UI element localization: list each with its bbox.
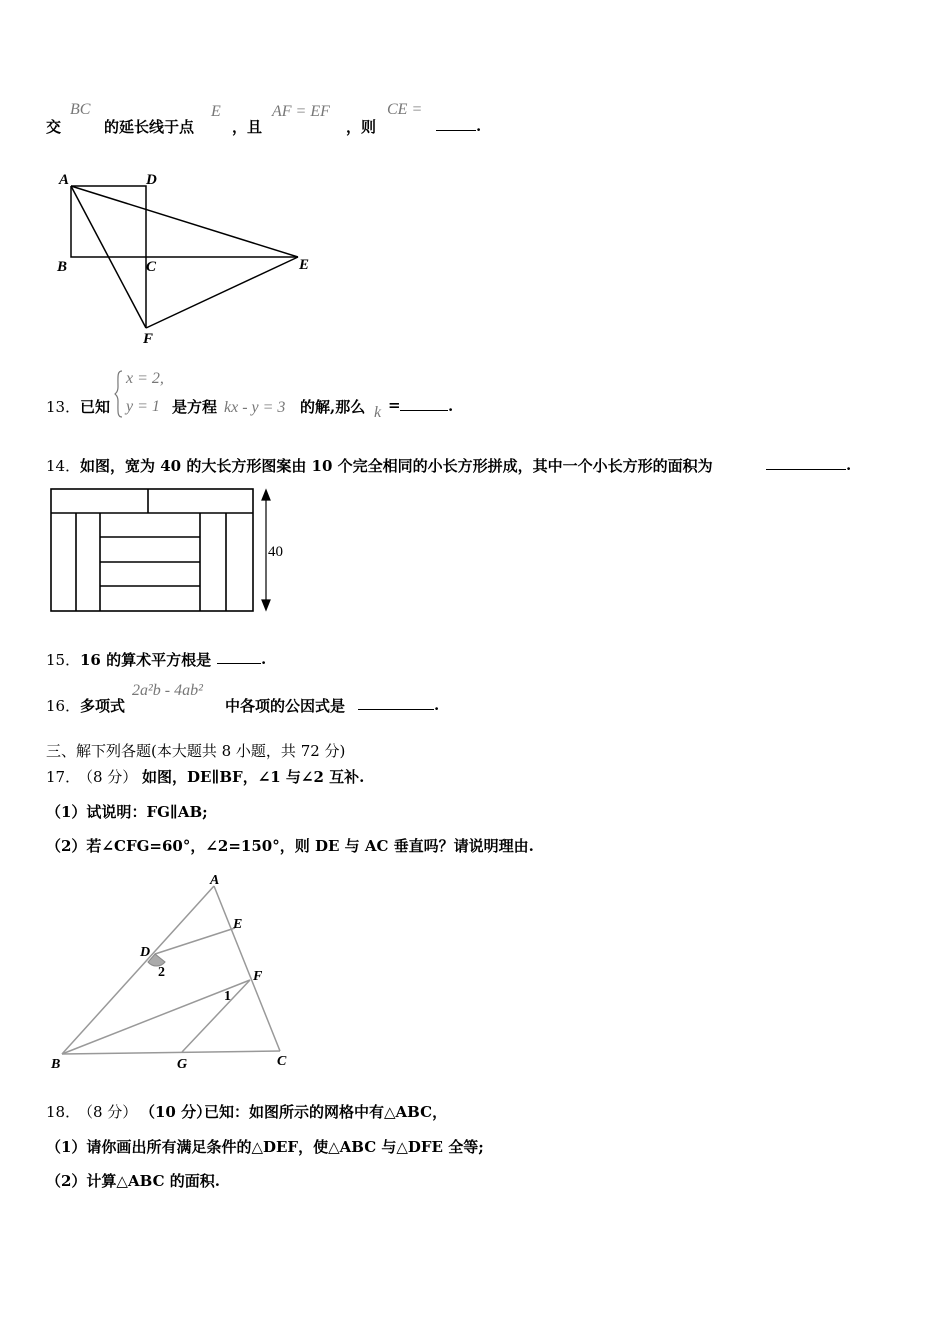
fig12-label-c: C — [146, 259, 157, 275]
fig17-label-angle1: 1 — [224, 989, 231, 1004]
fig12-label-d: D — [146, 172, 157, 188]
fig17-label-g: G — [177, 1057, 188, 1072]
q15-num: 15． — [46, 651, 81, 669]
q18-score: （8 分） — [78, 1103, 138, 1121]
q16-expr: 2a²b - 4ab² — [132, 682, 203, 699]
q17-num: 17． — [46, 768, 81, 786]
q12-t3: ，且 — [232, 118, 263, 136]
q17-text: 如图，DE∥BF，∠1 与∠2 互补. — [142, 768, 365, 786]
fig12-label-f: F — [143, 331, 154, 347]
q13-t4: = — [388, 396, 401, 414]
q13-num: 13． — [46, 398, 81, 416]
q13-k: k — [374, 404, 382, 421]
q14-num: 14． — [46, 457, 81, 475]
q16-answer-blank[interactable] — [358, 695, 439, 714]
q13-t3: 的解,那么 — [300, 398, 366, 416]
fig17-line-ab — [62, 886, 214, 1054]
fig17-line-gf — [182, 980, 250, 1052]
q12-t2: 的延长线于点 — [104, 118, 195, 136]
fig17-label-f: F — [253, 969, 263, 984]
q14-answer-blank[interactable] — [766, 455, 851, 474]
q13-end: . — [448, 397, 454, 415]
fig12-line-ae — [71, 186, 298, 257]
fig12-line-fe — [146, 257, 298, 328]
q14-end: . — [846, 456, 852, 474]
q13-sys-line1: x = 2, — [126, 370, 164, 387]
fig14-label-40: 40 — [268, 544, 283, 560]
figure-q17 — [44, 870, 304, 1075]
q15-text: 16 的算术平方根是 — [80, 651, 212, 669]
q13-system-brace — [114, 369, 124, 419]
q15-answer-blank[interactable] — [217, 649, 266, 668]
fig17-label-angle2: 2 — [158, 965, 165, 980]
fig17-line-ac — [214, 886, 280, 1051]
q12-text — [46, 116, 61, 137]
figure-q14 — [48, 486, 298, 616]
fig17-line-de — [155, 928, 235, 954]
fig12-label-b: B — [57, 259, 68, 275]
q15-end: . — [261, 650, 267, 668]
q13-sys-line2: y = 1 — [126, 398, 160, 415]
q14-text: 如图，宽为 40 的大长方形图案由 10 个完全相同的小长方形拼成，其中一个小长方形的面积为 — [80, 457, 713, 475]
q18-part2: （2）计算△ABC 的面积. — [46, 1172, 220, 1190]
q18-part1: （1）请你画出所有满足条件的△DEF，使△ABC 与△DFE 全等; — [46, 1138, 484, 1156]
q13-eq: kx - y = 3 — [224, 399, 286, 416]
q16-num: 16． — [46, 697, 81, 715]
fig12-label-a: A — [59, 172, 70, 188]
q12-t4: ，则 — [346, 118, 377, 136]
figure-q12 — [40, 165, 340, 350]
q13-t2: 是方程 — [172, 398, 218, 416]
q16-end: . — [434, 696, 440, 714]
fig17-label-e: E — [233, 917, 243, 932]
fig14-outer-rect — [51, 489, 253, 611]
q13-answer-blank[interactable] — [400, 396, 453, 415]
q16-t2: 中各项的公因式是 — [225, 697, 346, 715]
q18-num: 18． — [46, 1103, 81, 1121]
q12-math-e: E — [211, 103, 221, 120]
fig17-label-a: A — [210, 873, 220, 888]
q18-text: 已知：如图所示的网格中有△ABC， — [204, 1103, 448, 1121]
fig17-line-bc — [62, 1051, 280, 1054]
fig17-label-d: D — [140, 945, 151, 960]
q17-part1: （1）试说明：FG∥AB; — [46, 803, 208, 821]
q18-score2: （10 分） — [140, 1103, 212, 1121]
fig17-label-c: C — [277, 1054, 287, 1069]
q12-math-ce: CE = — [387, 101, 423, 118]
q17-part2: （2）若∠CFG=60°，∠2=150°，则 DE 与 AC 垂直吗？请说明理由. — [46, 837, 534, 855]
q12-t1: 交 — [46, 118, 62, 136]
q13-t1: 已知 — [80, 398, 111, 416]
fig17-line-bf — [62, 980, 250, 1054]
q12-math-af: AF = EF — [272, 103, 330, 120]
q12-end: . — [476, 117, 482, 135]
fig12-label-e: E — [299, 257, 310, 273]
q16-t1: 多项式 — [80, 697, 126, 715]
section3-title: 三、解下列各题(本大题共 8 小题，共 72 分) — [46, 742, 346, 760]
fig17-label-b: B — [51, 1057, 61, 1072]
q12-math-bc: BC — [70, 101, 91, 118]
q12-answer-blank[interactable] — [436, 116, 481, 135]
q17-score: （8 分） — [78, 768, 138, 786]
